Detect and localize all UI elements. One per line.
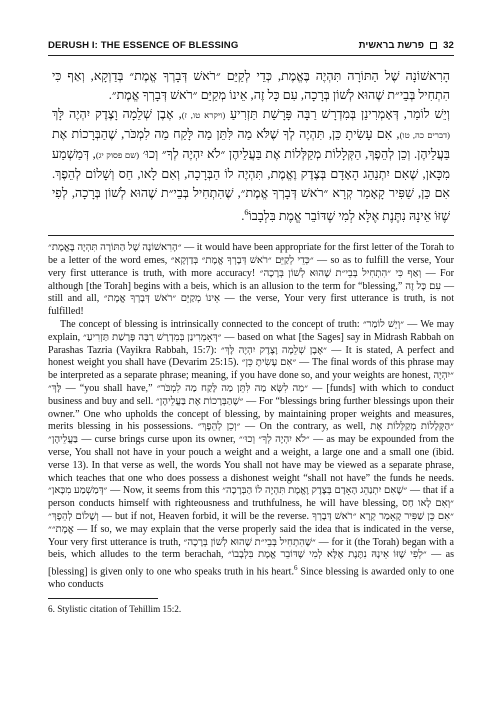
footnote-divider [48, 598, 158, 599]
header-right-title: פרשת בראשית [358, 40, 425, 51]
english-text-tail: Since blessing is awarded only to one who conducts [48, 566, 455, 591]
hebrew-paragraph-2 [52, 105, 450, 226]
hebrew-text: , דְּמַשְׁמַע מִכָּאן, שֶׁאִם יִתְנַהֵג הָאָדָם בְּצֶדֶק וֶאֱמֶת, תִּהְיֶה לוֹ הַבְּרָכָה, וְאִם לָאו, חַס וְשָׁלוֹם לְהֵפֶךְ. אִם כֵּן, שַׁפִּיר קָאָמַר קְרָא ״רֹאשׁ דְּבָרְךָ אֱמֶת״, שֶׁהִתְחִיל בְּבֵי״ת שֶׁהוּא לְשׁוֹן בְּרָכָה, לְפִי שֶׁזּוֹ אֵינָהּ נִתֶּנֶת אֶלָּא לְמִי שֶׁדּוֹבֵר אֱמֶת בִּלְבָבוֹ [52, 147, 450, 224]
footnote-marker[interactable]: 6 [294, 564, 298, 573]
hebrew-text: , אֶבֶן שְׁלֵמָה וָצֶדֶק יִהְיֶה לָּךְ [52, 107, 182, 121]
english-text: The concept of blessing is intrinsically connected to the concept of truth: ״וְיֵשׁ לוֹמַר״ — We may explain, ״דְּאָמְרִינַן בְּמִדְרָשׁ רַבָּה פָּרָשַׁת תַּזְרִיעַ״ — based on what [the Sages] say in Midrash Rabbah on Parashas Tazria (Vayikra Rabbah, 15:7): ״אֶבֶן שְׁלֵמָה וָצֶדֶק יִהְיֶה לָּךְ״ — It is stated, A perfect and honest weight you shall have (Devarim 25:15). ״אִם עָשִׂיתָ כֵּן״ — The final words of this phrase may be interpreted as a separate phrase; meaning, if you have done so, and your weights are honest, ״יִהְיֶה לָּךְ״ — “you shall have,” ״מַה לִשָּׂא מַה לִּתֵּן מַה לָּקַח מַה לִמְכֹּר״ — [funds] with which to conduct business and buy and sell. ״שֶׁהַבְּרָכוֹת אֶת בַּעֲלֵיהֶן״ — For “blessings bring further blessings upon their owner.” One who upholds the concept of blessing, by maintaining proper weights and measures, merits blessing in his possessions. ״וְכֵן לְהֵפֶךְ״ — On the contrary, as well, ״הַקְּלָלוֹת מְקַלְּלוֹת אֶת בַּעֲלֵיהֶן״ — curse brings curse upon its owner, ״לֹא יִהְיֶה לְךָ״ וְכוּ׳״ — as may be expounded from the verse, You shall not have in your pouch a weight and a weight, a large one and a small one (ibid. verse 13). In that verse as well, the words You shall not have may be viewed as a separate phrase, which teaches that one who does possess a dishonest weight “shall not have” the funds he needs. ״דְּמַשְׁמַע מִכָּאן״ — Now, it seems from this ״שֶׁאִם יִתְנַהֵג הָאָדָם בְּצֶדֶק וֶאֱמֶת תִּהְיֶה לוֹ הַבְּרָכָה״ — that if a person conducts himself with righteousness and truthfulness, he will have blessing, ״וְאִם לָאו חַס וְשָׁלוֹם לְהֵפֶךְ״ — but if not, Heaven forbid, it will be the reverse. ״אִם כֵּן שַׁפִּיר קָאָמַר קְרָא ״רֹאשׁ דְּבָרְךָ אֱמֶת״״ — If so, we may explain that the verse properly said the idea that is indicated in the verse, Your very first utterance is truth, ״שֶׁהִתְחִיל בְּבֵי״ת שֶׁהוּא לְשׁוֹן בְּרָכָה״ — for it (the Torah) began with a beis, which alludes to the term berachah, ״לְפִי שֶׁזּוֹ אֵינָהּ נִתֶּנֶת אֶלָּא לְמִי שֶׁדּוֹבֵר אֱמֶת בִּלְבָבוֹ״ — as [blessing] is given only to one who speaks truth in his heart. [48, 318, 455, 578]
hebrew-paragraph-1 [52, 67, 450, 105]
hebrew-citation: (דברים כה, טו) [399, 130, 450, 140]
running-header [48, 40, 454, 56]
section-divider [48, 235, 454, 236]
english-paragraph-1 [48, 242, 454, 319]
english-text: ״הָרִאשׁוֹנָה שֶׁל הַתּוֹרָה תִּהְיֶה בֶּאֱמֶת״ — it would have been appropriate for the first letter of the Torah to be a letter of the word emes, ״כְּדֵי לְקַיֵּם ״רֹאשׁ דְּבָרְךָ אֱמֶת״ בְּדַוְקָא״ — so as to fulfill the verse, Your very first utterance is truth, with more accuracy! וְאַף כִּי ״הִתְחִיל בְּבֵי״ת שֶׁהוּא לְשׁוֹן בְּרָכָה״ — For although [the Torah] begins with a beis, which is an allusion to the term for “blessing,” עִם כָּל זֶה — still and all, אֵינוֹ מְקַיֵּם ״רֹאשׁ דְּבָרְךָ אֱמֶת״ — the verse, Your very first utterance is truth, is not fulfilled! [48, 242, 455, 318]
hebrew-footnote-marker[interactable]: 6 [244, 208, 249, 217]
header-right [359, 40, 454, 51]
hebrew-text-block [52, 67, 450, 226]
english-commentary [48, 242, 454, 592]
hebrew-text: הָרִאשׁוֹנָה שֶׁל הַתּוֹרָה תִּהְיֶה בֶּאֱמֶת, כְּדֵי לְקַיֵּם ״רֹאשׁ דְּבָרְךָ אֱמֶת״ בְּדַוְקָא, וְאַף כִּי הִתְחִיל בְּבֵי״ת שֶׁהוּא לְשׁוֹן בְּרָכָה, עִם כָּל זֶה, אֵינוֹ מְקַיֵּם ״רֹאשׁ דְּבָרְךָ אֱמֶת״. [52, 69, 450, 102]
hebrew-citation: (ויקרא טו, ז) [181, 110, 226, 120]
hebrew-citation: (שם פסוק יג) [95, 150, 140, 160]
hebrew-text-end: . [241, 209, 245, 224]
footnote-number: 6. [48, 604, 55, 615]
square-separator-icon [430, 42, 437, 49]
page-number: 32 [443, 40, 454, 51]
hebrew-text: וְיֵשׁ לוֹמַר, דְּאָמְרִינַן בְּמִדְרָשׁ רַבָּה פָּרָשַׁת תַּזְרִיעַ [230, 107, 450, 121]
english-paragraph-2 [48, 319, 454, 592]
hebrew-text: , אִם עָשִׂיתָ כֵּן, תִּהְיֶה לְךָ שֶׁלֹּא מַה לִּתֵּן מַה לָּקַח מַה לִמְכֹּר, שֶׁהַבְּרָכוֹת אֶת בַּעֲלֵיהֶן. וְכֵן לְהֵפֶךְ, הַקְּלָלוֹת מְקַלְּלוֹת אֶת בַּעֲלֵיהֶן ״לֹא יִהְיֶה לְךָ״ וְכוּ׳ [52, 127, 451, 161]
header-left-title: DERUSH I: THE ESSENCE OF BLESSING [48, 40, 239, 51]
footnote-text: Stylistic citation of Tehillim 15:2. [57, 604, 182, 615]
footnote [48, 603, 454, 615]
